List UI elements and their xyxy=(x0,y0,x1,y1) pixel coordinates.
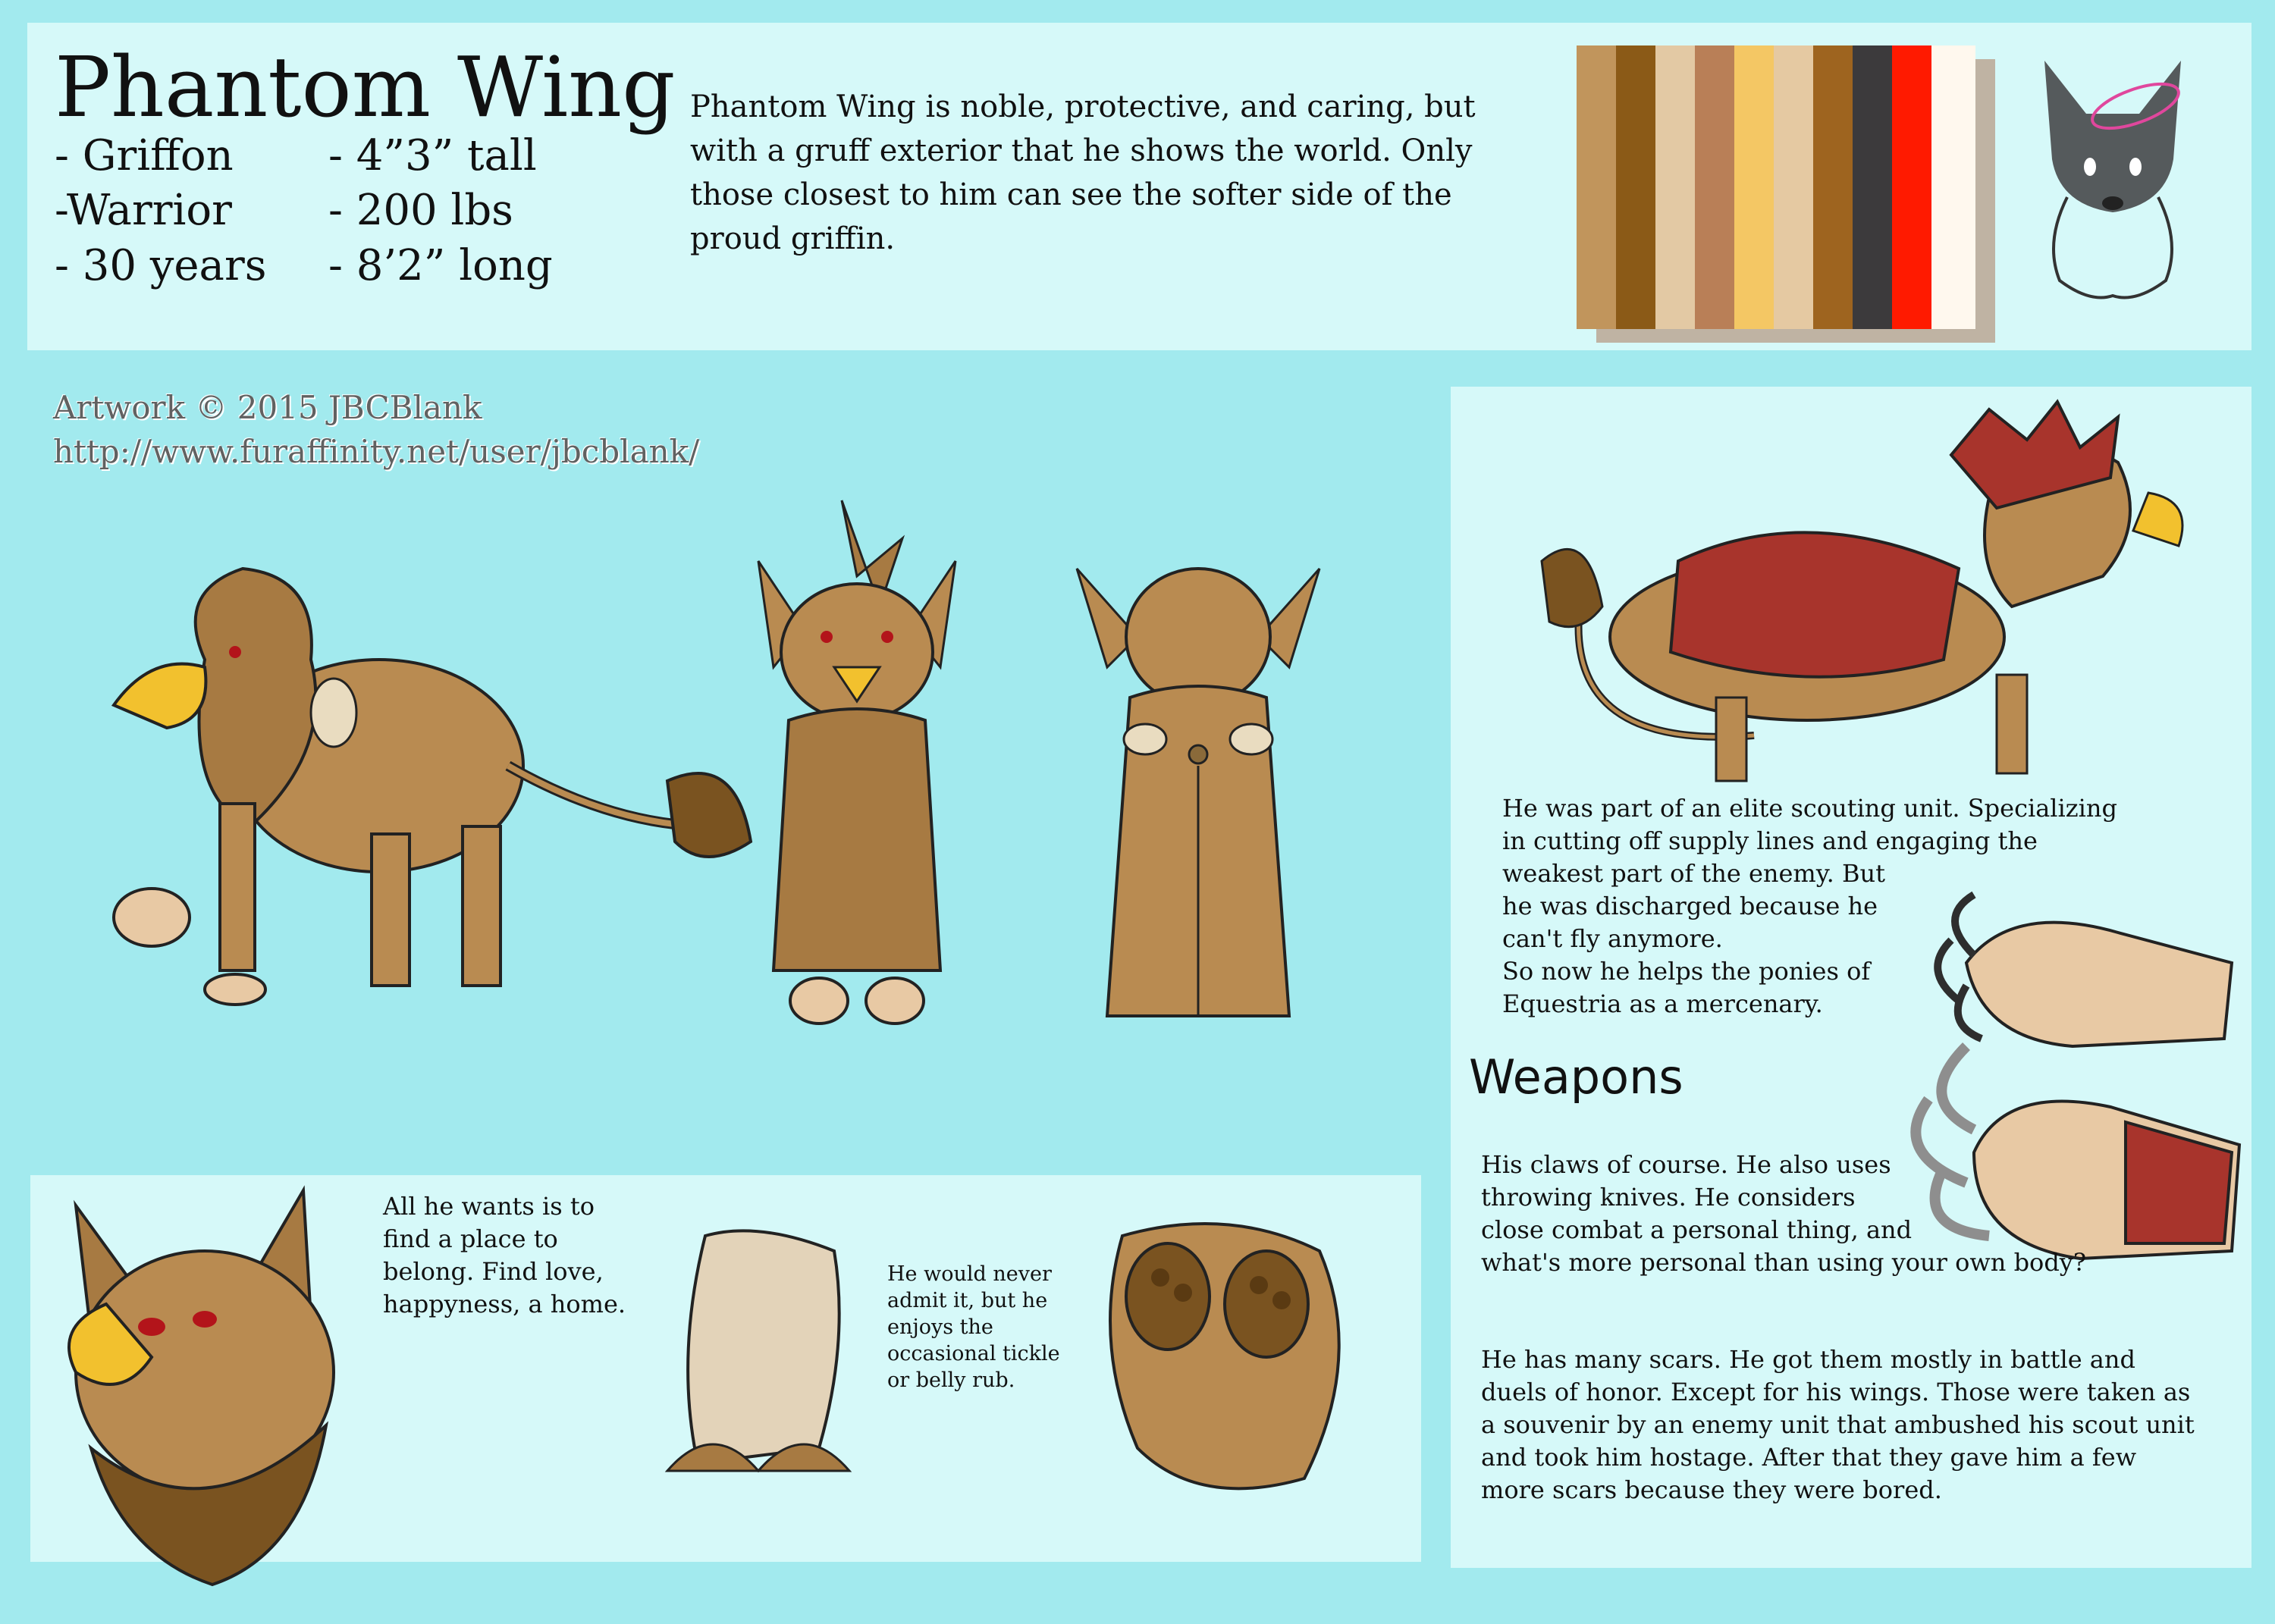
tickle-text xyxy=(887,1261,1084,1394)
griffon-side-view xyxy=(83,553,766,1039)
wants-line: belong. Find love, xyxy=(383,1257,604,1286)
griffon-front-view xyxy=(728,500,986,1046)
weapons-line: close combat a personal thing, and xyxy=(1481,1215,1913,1244)
scars-line: and took him hostage. After that they gave him a few xyxy=(1481,1443,2137,1472)
palette-swatch xyxy=(1892,45,1936,329)
tickle-line: occasional tickle xyxy=(887,1342,1060,1365)
weapons-line: what's more personal than using your own body? xyxy=(1481,1248,2087,1277)
artist-logo-icon xyxy=(2014,53,2211,311)
character-description xyxy=(690,85,1524,261)
scars-line: a souvenir by an enemy unit that ambushed his scout unit xyxy=(1481,1410,2195,1439)
stat-weight: - 200 lbs xyxy=(328,186,513,235)
griffon-head-closeup xyxy=(30,1175,379,1600)
history-line: can't fly anymore. xyxy=(1502,924,1723,953)
tickle-line: admit it, but he xyxy=(887,1289,1048,1312)
armored-griffon-illustration xyxy=(1466,409,2224,804)
weapons-line: His claws of course. He also uses xyxy=(1481,1150,1891,1179)
stat-height: - 4”3” tall xyxy=(328,131,537,180)
history-line: he was discharged because he xyxy=(1502,892,1878,920)
history-line: weakest part of the enemy. But xyxy=(1502,859,1885,888)
weapons-heading: Weapons xyxy=(1469,1049,1684,1105)
color-palette xyxy=(1577,23,2001,350)
wants-text xyxy=(383,1190,686,1321)
tickle-line: enjoys the xyxy=(887,1315,993,1339)
stat-age: - 30 years xyxy=(55,241,267,290)
history-panel xyxy=(1451,387,2251,1568)
artist-url-link[interactable]: http://www.furaffinity.net/user/jbcblank/ xyxy=(53,433,700,470)
wants-line: happyness, a home. xyxy=(383,1290,626,1318)
description-line: Phantom Wing is noble, protective, and caring, but xyxy=(690,89,1476,124)
history-line: He was part of an elite scouting unit. Specializing xyxy=(1502,794,2117,823)
character-name: Phantom Wing xyxy=(55,39,676,136)
palette-swatch xyxy=(1695,45,1739,329)
details-panel xyxy=(30,1175,1421,1562)
palette-swatch xyxy=(1931,45,1975,329)
description-line: proud griffin. xyxy=(690,221,896,256)
stat-species: - Griffon xyxy=(55,131,234,180)
scars-line: duels of honor. Except for his wings. Those were taken as xyxy=(1481,1378,2191,1406)
palette-swatch xyxy=(1813,45,1857,329)
wants-line: All he wants is to xyxy=(383,1192,595,1221)
description-line: with a gruff exterior that he shows the world. Only xyxy=(690,133,1473,168)
palette-swatch xyxy=(1655,45,1699,329)
palette-swatch xyxy=(1577,45,1621,329)
tickle-line: He would never xyxy=(887,1262,1052,1286)
weapons-line: throwing knives. He considers xyxy=(1481,1183,1856,1212)
palette-swatch xyxy=(1774,45,1818,329)
belly-closeup xyxy=(652,1221,880,1494)
history-line: in cutting off supply lines and engaging the xyxy=(1502,826,2038,855)
palette-swatch xyxy=(1853,45,1897,329)
scars-line: He has many scars. He got them mostly in battle and xyxy=(1481,1345,2135,1374)
palette-swatch xyxy=(1616,45,1660,329)
griffon-back-view xyxy=(1062,546,1335,1046)
history-line: Equestria as a mercenary. xyxy=(1502,989,1823,1018)
history-line: So now he helps the ponies of xyxy=(1502,957,1871,986)
header-panel xyxy=(27,23,2251,350)
tickle-line: or belly rub. xyxy=(887,1368,1015,1392)
stat-class: -Warrior xyxy=(55,186,232,235)
stat-length: - 8’2” long xyxy=(328,241,553,290)
wants-line: find a place to xyxy=(383,1224,558,1253)
paw-pads-closeup xyxy=(1077,1205,1380,1509)
weapons-text xyxy=(1481,1149,2164,1279)
scars-text xyxy=(1481,1343,2239,1506)
description-line: those closest to him can see the softer side of the xyxy=(690,177,1452,212)
palette-swatch xyxy=(1734,45,1778,329)
scars-line: more scars because they were bored. xyxy=(1481,1475,1942,1504)
artwork-credit: Artwork © 2015 JBCBlank xyxy=(53,389,482,426)
